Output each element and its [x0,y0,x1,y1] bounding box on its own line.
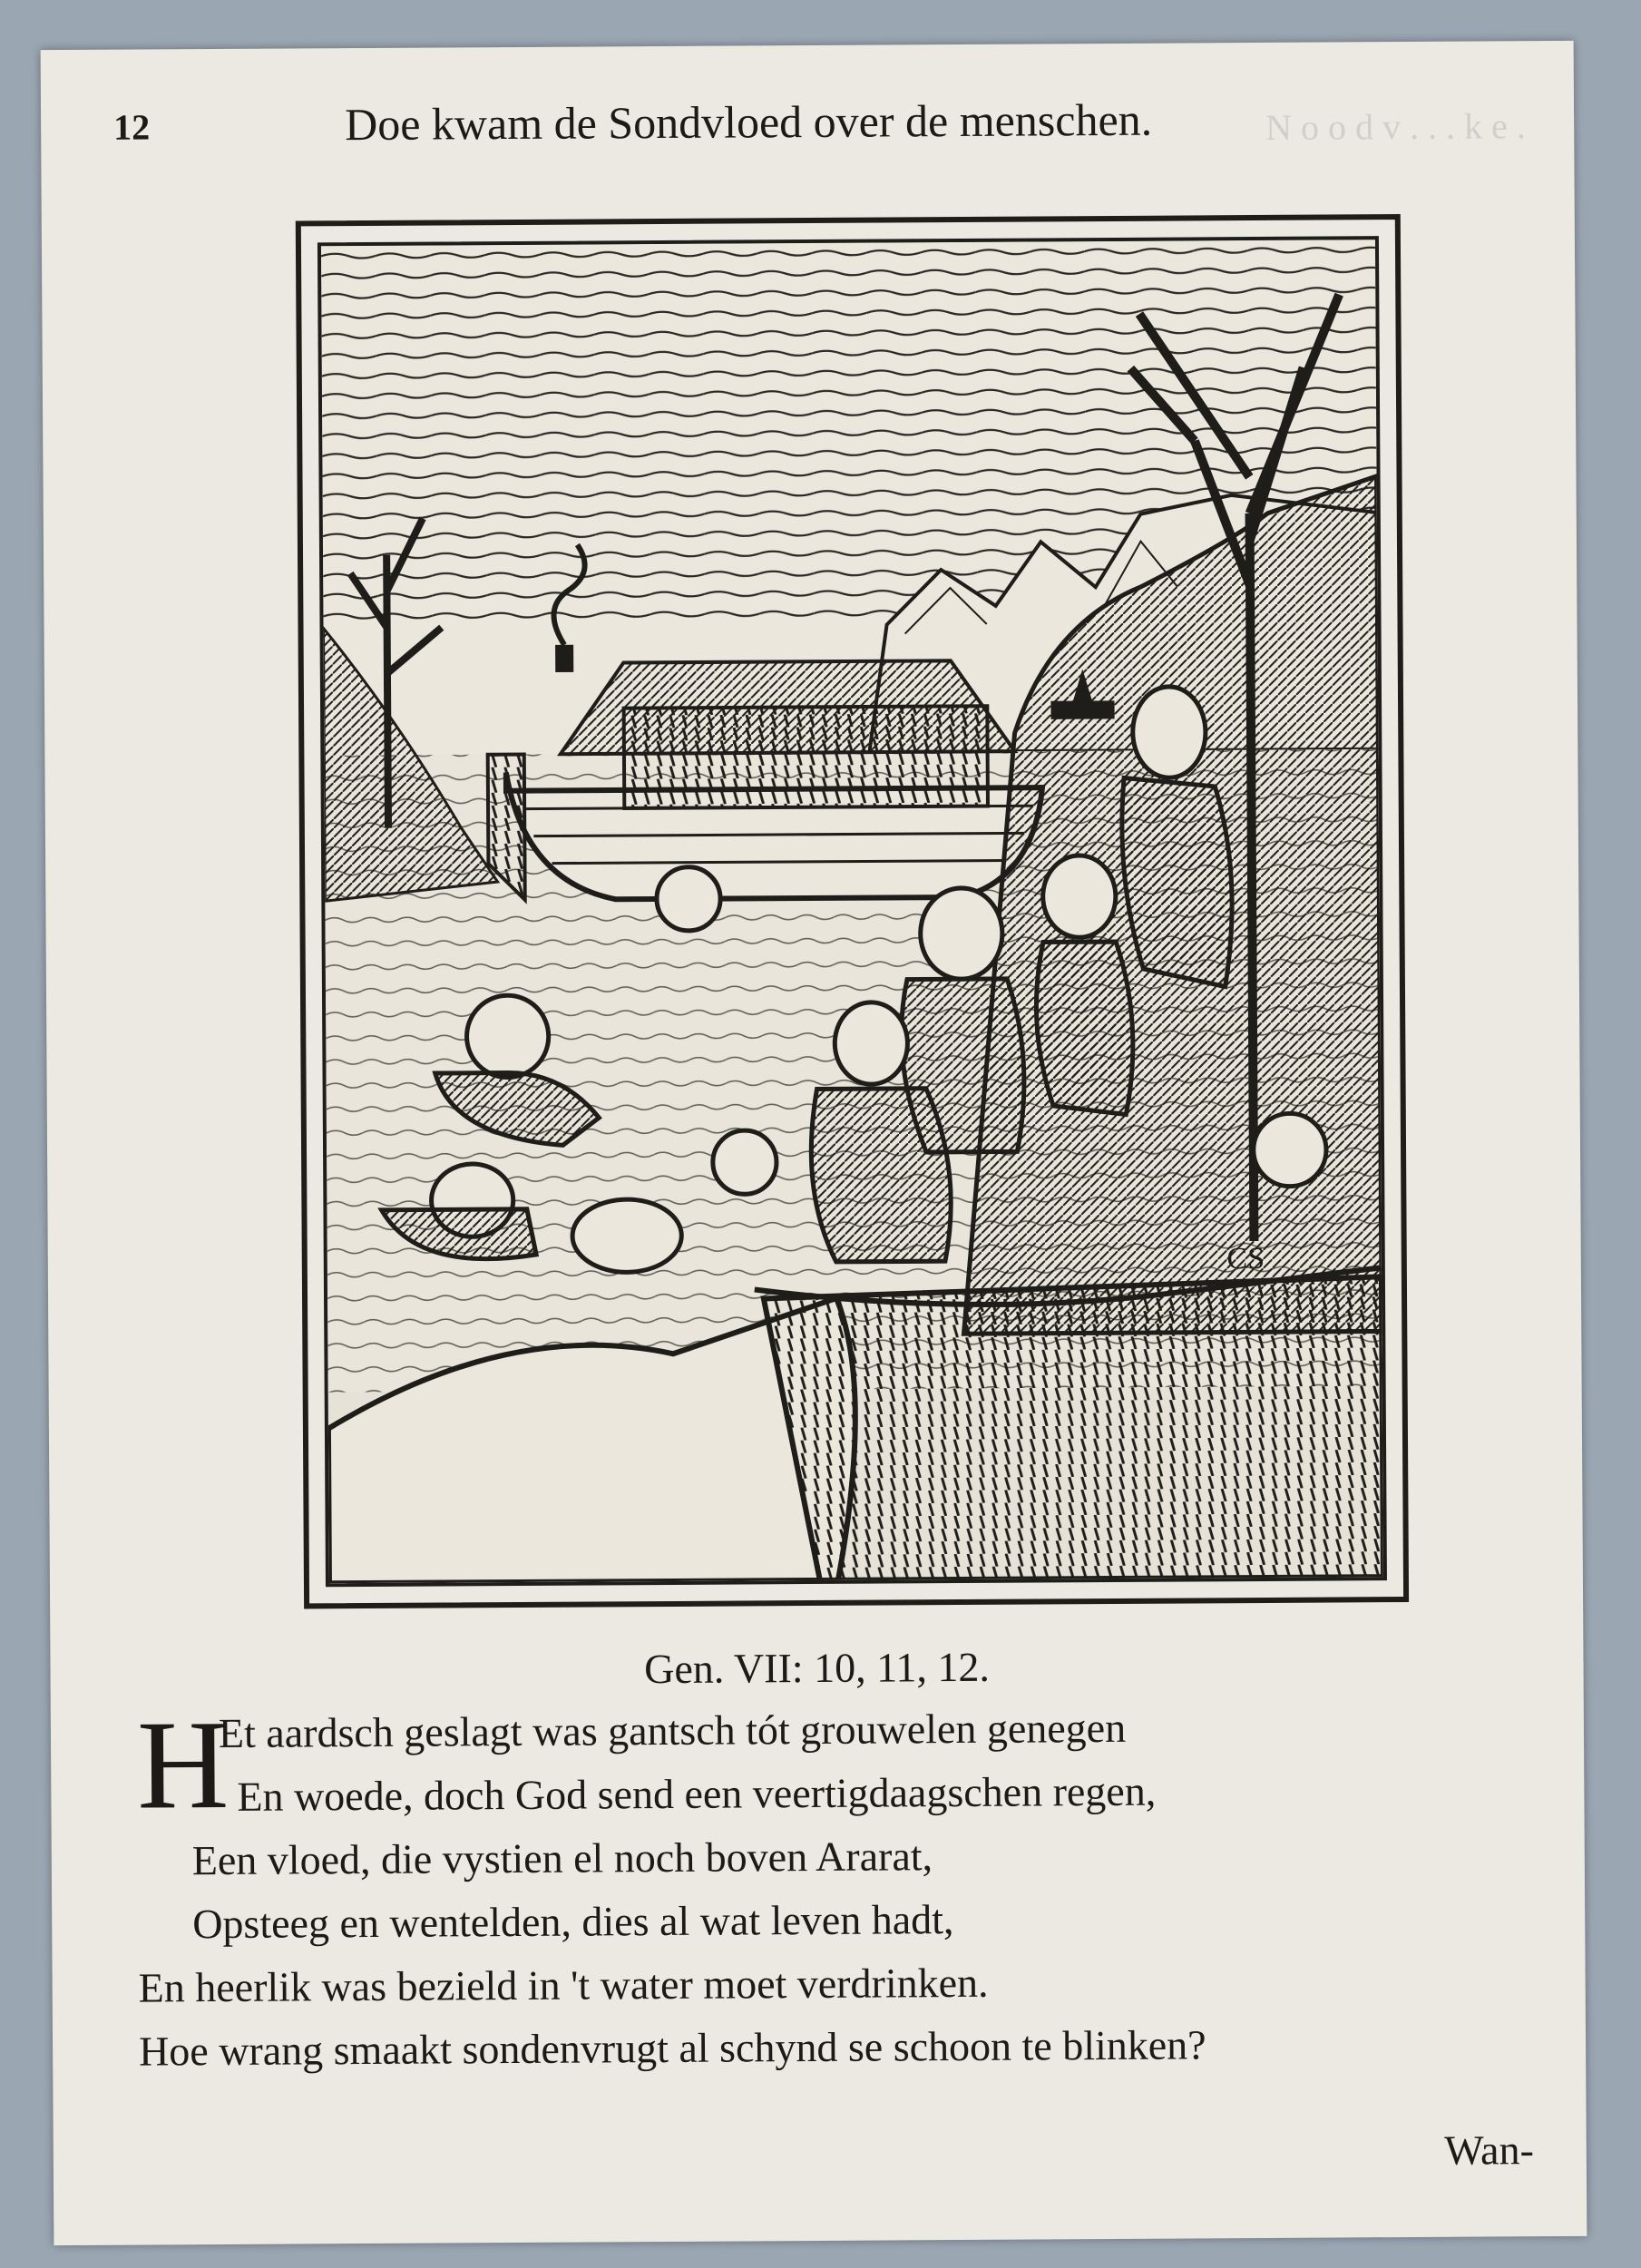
verse-block [136,1694,1552,2075]
catchword: Wan- [1444,2126,1534,2174]
woodcut-plate [296,214,1409,1608]
verse-line-1: Et aardsch geslagt was gantsch tót grouwelen genegen [218,1704,1127,1757]
woodcut-image [317,236,1387,1587]
verse-line-5: En heerlik was bezield in 't water moet verdrinken. [138,1959,989,2011]
scripture-reference: Gen. VII: 10, 11, 12. [644,1643,991,1693]
show-through-text: N o o d v . . . k e . [1265,105,1526,148]
drop-cap: H [136,1694,230,1836]
foreground-cliff [764,1276,1383,1580]
page-number: 12 [113,106,151,148]
verse-line-6: Hoe wrang smaakt sondenvrugt al schynd se schoon te blinken? [138,2021,1206,2075]
verse-line-3: Een vloed, die vystien el noch boven Ararat, [191,1833,933,1884]
artist-monogram: CS [1226,1242,1265,1276]
verse-line-2: En woede, doch God send een veertigdaagschen regen, [237,1767,1157,1820]
verse-line-4: Opsteeg en wentelden, dies al wat leven hadt, [192,1896,954,1948]
figure-head [1132,687,1206,778]
flood-scene-illustration [321,240,1383,1583]
book-page [41,41,1587,2245]
running-head: Doe kwam de Sondvloed over de menschen. [344,93,1153,151]
